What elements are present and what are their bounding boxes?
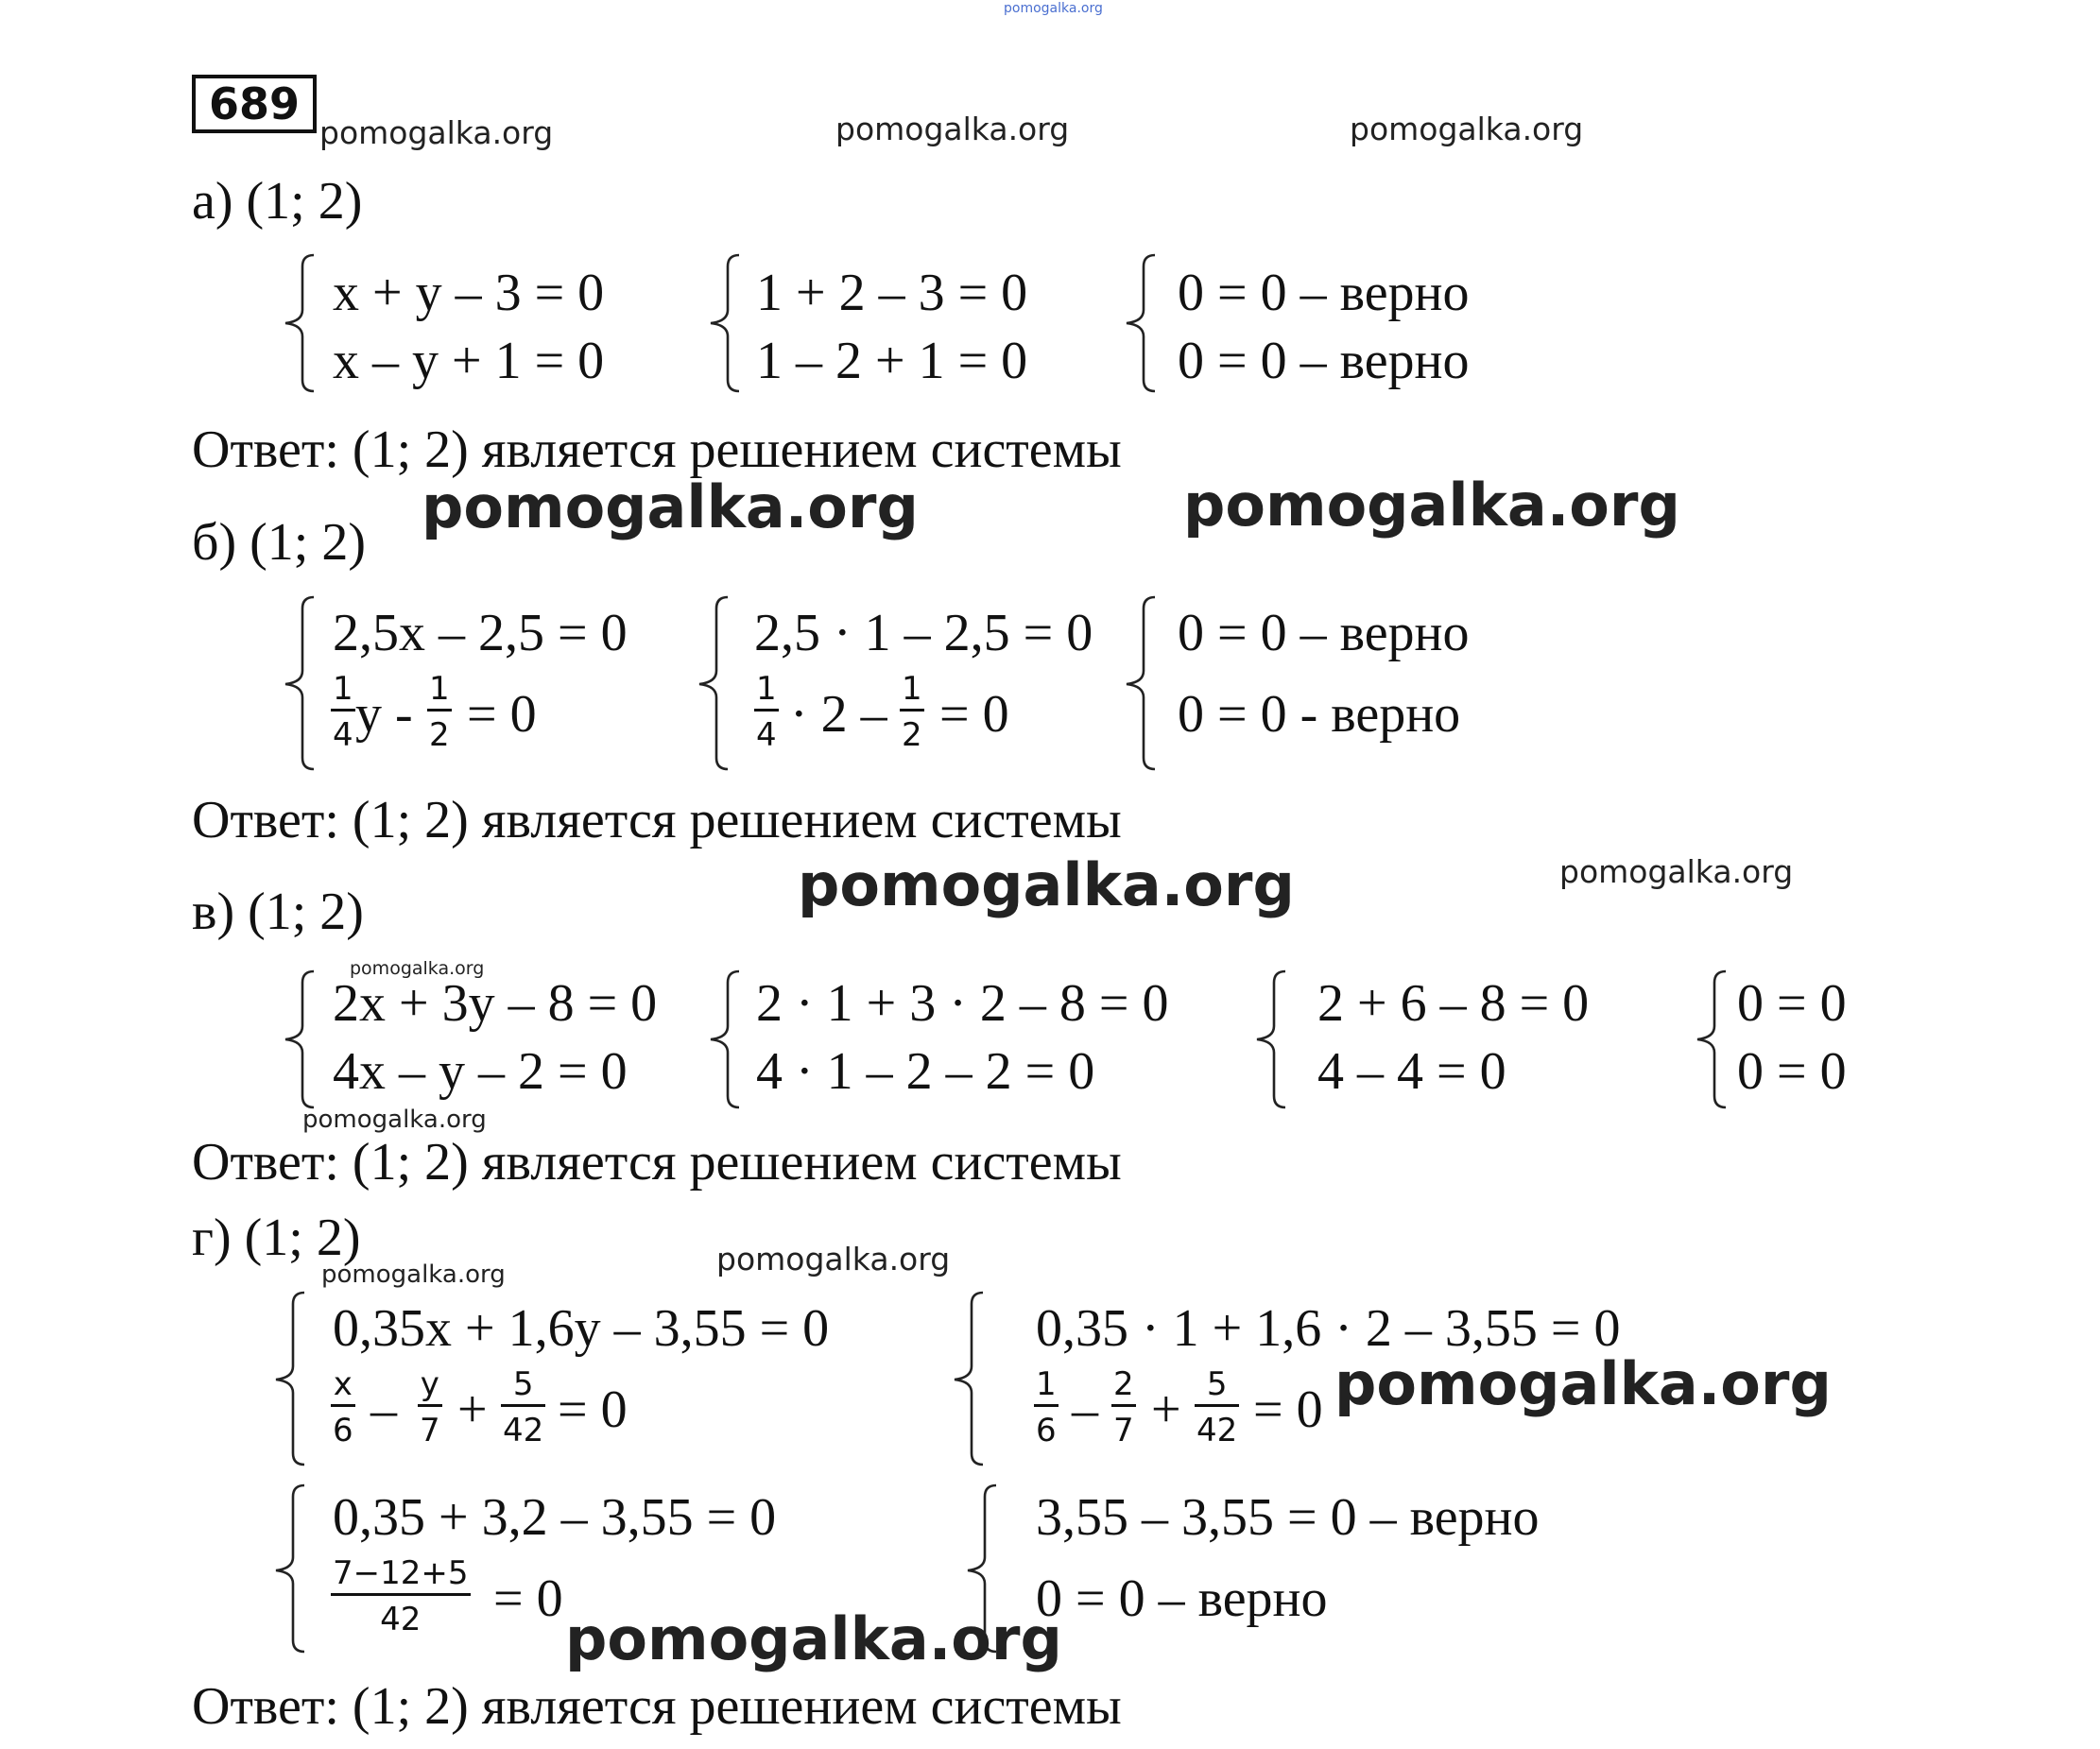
answer: Ответ: (1; 2) является решением системы [192,1133,1122,1192]
equation: 0,35 · 1 + 1,6 · 2 – 3,55 = 0 [1036,1299,1621,1358]
part-v-label: в) (1; 2) [192,883,364,941]
watermark: pomogalka.org [835,111,1070,147]
equation: 0 = 0 – верно [1178,332,1470,390]
brace-icon [280,253,318,393]
equation: 0 = 0 [1737,974,1847,1033]
part-g-label: г) (1; 2) [192,1209,361,1267]
equation-part: = 0 [493,1569,563,1628]
part-b-label: б) (1; 2) [192,513,366,572]
watermark: pomogalka.org [321,1260,506,1289]
fraction: x 6 [333,1365,353,1449]
brace-icon [949,1291,987,1466]
fraction: 1 4 [333,670,353,754]
equation: 0 = 0 [1737,1042,1847,1101]
equation: 2,5x – 2,5 = 0 [333,604,628,662]
equation-part: + [1151,1380,1181,1439]
equation: 2x + 3y – 8 = 0 [333,974,658,1033]
watermark: pomogalka.org [1183,471,1680,540]
fraction: 1 6 [1036,1365,1057,1449]
equation: 0,35 + 3,2 – 3,55 = 0 [333,1488,777,1547]
equation: 1 + 2 – 3 = 0 [756,264,1028,322]
equation-part: y - [355,685,413,744]
brace-icon [280,595,318,771]
fraction: 5 42 [503,1365,544,1449]
watermark: pomogalka.org [716,1241,951,1277]
equation: 4 · 1 – 2 – 2 = 0 [756,1042,1095,1101]
equation: 2,5 · 1 – 2,5 = 0 [754,604,1093,662]
equation: 0 = 0 – верно [1178,264,1470,322]
brace-icon [705,253,743,393]
fraction: 1 4 [756,670,777,754]
equation-part: = 0 [467,685,537,744]
brace-icon [705,969,743,1109]
equation-part: = 0 [1253,1380,1323,1439]
equation: 2 + 6 – 8 = 0 [1317,974,1590,1033]
watermark: pomogalka.org [1559,853,1794,890]
brace-icon [1692,969,1730,1109]
equation: 0 = 0 - верно [1178,685,1461,744]
brace-icon [270,1483,308,1654]
watermark: pomogalka.org [350,958,485,979]
watermark: pomogalka.org [302,1106,487,1134]
equation: 2 · 1 + 3 · 2 – 8 = 0 [756,974,1169,1033]
watermark: pomogalka.org [1334,1349,1832,1418]
brace-icon [280,969,318,1109]
brace-icon [270,1291,308,1466]
answer: Ответ: (1; 2) является решением системы [192,1677,1122,1736]
equation-part: + [457,1380,488,1439]
fraction: 1 2 [902,670,922,754]
answer: Ответ: (1; 2) является решением системы [192,791,1122,849]
equation: 0 = 0 – верно [1178,604,1470,662]
watermark: pomogalka.org [319,114,554,151]
fraction: y 7 [420,1365,440,1449]
equation: 0,35x + 1,6y – 3,55 = 0 [333,1299,830,1358]
equation-part: = 0 [939,685,1009,744]
brace-icon [694,595,732,771]
brace-icon [1121,253,1159,393]
equation-part: – [370,1380,397,1439]
watermark: pomogalka.org [565,1604,1062,1673]
brace-icon [1251,969,1289,1109]
brace-icon [1121,595,1159,771]
equation: 4 – 4 = 0 [1317,1042,1506,1101]
equation-part: = 0 [558,1380,628,1439]
equation: 0 = 0 – верно [1036,1569,1328,1628]
fraction: 1 2 [429,670,450,754]
equation: x + y – 3 = 0 [333,264,605,322]
fraction: 2 7 [1113,1365,1134,1449]
watermark: pomogalka.org [798,850,1295,919]
fraction: 7−12+5 42 [333,1554,469,1638]
equation-part: · 2 – [790,685,887,744]
part-a-label: а) (1; 2) [192,172,363,231]
answer: Ответ: (1; 2) является решением системы [192,420,1122,479]
equation: x – y + 1 = 0 [333,332,605,390]
equation: 4x – y – 2 = 0 [333,1042,628,1101]
fraction: 5 42 [1196,1365,1238,1449]
watermark: pomogalka.org [1350,111,1584,147]
watermark: pomogalka.org [422,472,919,541]
equation-part: – [1072,1380,1098,1439]
equation: 3,55 – 3,55 = 0 – верно [1036,1488,1540,1547]
equation: 1 – 2 + 1 = 0 [756,332,1028,390]
problem-number: 689 [192,75,317,133]
top-watermark: pomogalka.org [1004,1,1103,16]
